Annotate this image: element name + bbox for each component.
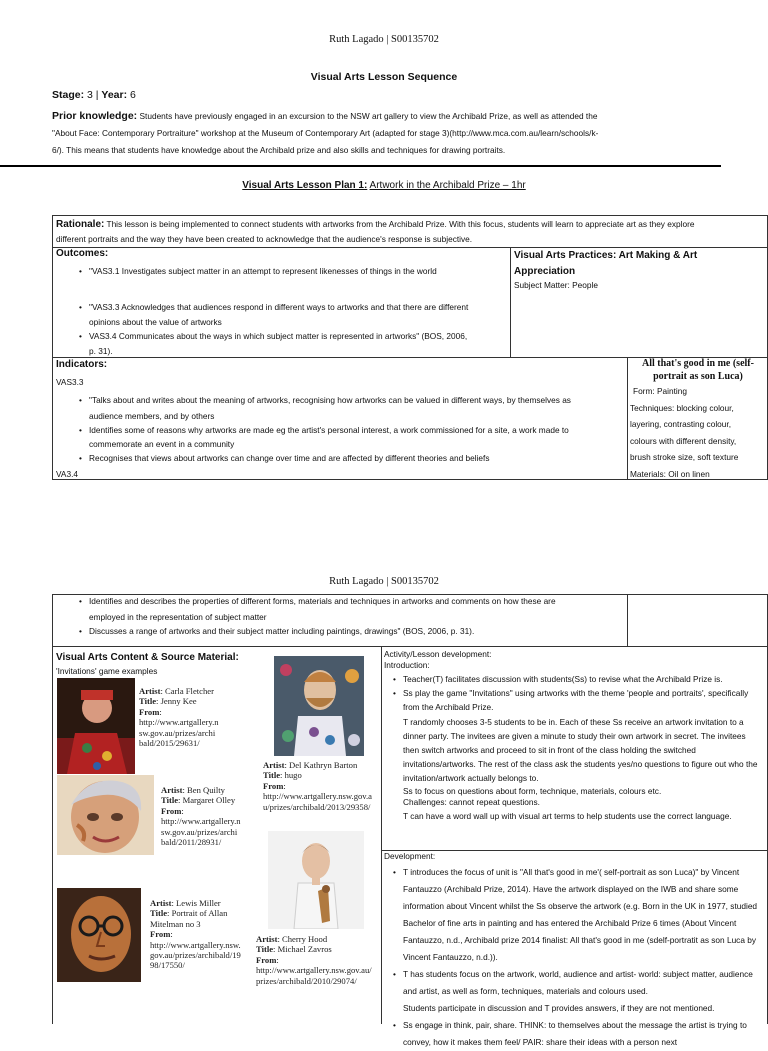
- stage-label: Stage:: [52, 89, 85, 101]
- caption-url[interactable]: http://www.artgallery.nsw.gov.au/prizes/archibald/2013/29358/: [263, 791, 372, 812]
- year-value: 6: [130, 89, 136, 101]
- caption-title: : Portrait of Allan Mitelman no 3: [150, 908, 228, 929]
- artwork-image-jenny-kee: [57, 678, 135, 774]
- table-rule: [381, 850, 768, 851]
- caption-label: From: [263, 780, 284, 791]
- indicator-item-cont: employed in the representation of subject matter: [89, 611, 267, 622]
- table-rule: [381, 646, 382, 1024]
- page1-author-header: Ruth Lagado | S00135702: [329, 34, 439, 45]
- artwork-detail: brush stroke size, soft texture: [630, 452, 739, 462]
- indicator-item: • "Talks about and writes about the meaning of artworks, recognising how artworks can be valued in different ways, by themselves as: [76, 394, 624, 408]
- artwork-details: [630, 383, 766, 482]
- artwork-caption: Artist: Lewis Miller Title: Portrait of Allan Mitelman no 3 From: http://www.artgallery.nsw.gov.au/prizes/archibald/1998/17550/: [150, 898, 244, 971]
- indicator-item-cont: commemorate an event in a community: [89, 439, 235, 449]
- content-title: Visual Arts Content & Source Material:: [56, 652, 239, 663]
- outcome-item: • VAS3.4 Communicates about the ways in which subject matter is represented in artworks" (BOS, 2006,: [76, 330, 506, 344]
- outcome-item-cont: p. 31).: [89, 345, 113, 356]
- caption-artist: : Carla Fletcher: [160, 686, 214, 696]
- artwork-detail: Techniques: blocking colour,: [630, 402, 734, 413]
- prior-knowledge-label: Prior knowledge:: [52, 110, 138, 122]
- prior-knowledge: [52, 108, 732, 159]
- caption-label: Title: [150, 908, 168, 919]
- rationale-label: Rationale:: [56, 219, 105, 230]
- artwork-detail: layering, contrasting colour,: [630, 419, 732, 429]
- rationale-line-2: different portraits and the way they have been created to acknowledge that the audience's response is subjective.: [56, 233, 473, 244]
- table-rule: [52, 646, 768, 647]
- content-subtitle: 'Invitations' game examples: [56, 666, 158, 676]
- activity-title: Activity/Lesson development:: [384, 649, 492, 659]
- practices-title-line: Visual Arts Practices: Art Making & Art: [514, 250, 698, 261]
- intro-line: T can have a word wall up with visual art terms to help students use the correct language.: [403, 810, 732, 821]
- artwork-title-line: All that's good in me (self-: [642, 358, 754, 369]
- vas33-label: VAS3.3: [56, 377, 84, 387]
- outcome-item: • "VAS3.1 Investigates subject matter in an attempt to represent likenesses of things in the world: [76, 265, 506, 279]
- dev-bullet: • Ss engage in think, pair, share. THINK: to themselves about the message the artist is trying to convey, how it makes them feel/ PAIR: share their ideas with a person next: [390, 1017, 764, 1051]
- dev-bullet: • T has students focus on the artwork, world, audience and artist- world: subject matter, audience and artist, as well as form, techniques, materials and colours used.: [390, 966, 764, 1000]
- va34-label: VA3.4: [56, 469, 78, 479]
- indicator-item: • Discusses a range of artworks and their subject matter including paintings, drawings" (BOS, 2006, p. 31).: [76, 625, 624, 639]
- lesson-plan-title: Artwork in the Archibald Prize – 1hr: [369, 180, 526, 191]
- caption-label: Artist: [263, 760, 285, 770]
- artwork-caption: Artist: Ben Quilty Title: Margaret Olley From: http://www.artgallery.nsw.gov.au/prizes/archibald/2011/28931/: [161, 785, 241, 848]
- prior-line-1: Students have previously engaged in an excursion to the NSW art gallery to view the Archibald Prize, as well as attended the: [139, 111, 598, 121]
- artwork-image-margaret-olley: [57, 775, 154, 855]
- development-body: [390, 864, 764, 1051]
- lesson-plan-heading: [0, 180, 768, 191]
- caption-url[interactable]: http://www.artgallery.nsw.gov.au/prizes/archibald/2015/29631/: [139, 717, 219, 749]
- artwork-image-michael-zavros: [268, 831, 364, 929]
- document-title: Visual Arts Lesson Sequence: [310, 71, 458, 83]
- artwork-detail: colours with different density,: [630, 435, 737, 446]
- artwork-title-line: portrait as son Luca): [653, 371, 743, 382]
- artwork-title: [628, 357, 768, 383]
- caption-label: Title: [161, 795, 179, 806]
- practices-title-line: Appreciation: [514, 266, 576, 277]
- caption-label: Artist: [150, 898, 172, 908]
- indicator-item: • Identifies and describes the properties of different forms, materials and techniques in artworks and comments on how these are: [76, 595, 624, 609]
- stage-value: 3 |: [87, 89, 99, 101]
- caption-label: Title: [256, 944, 274, 955]
- intro-bullet: • Teacher(T) facilitates discussion with students(Ss) to revise what the Archibald Prize is.: [390, 672, 764, 686]
- activity-header: [384, 649, 764, 671]
- page2-author-header: Ruth Lagado | S00135702: [329, 576, 439, 587]
- caption-label: Title: [263, 770, 281, 781]
- caption-label: From: [256, 954, 277, 965]
- indicator-item: • Recognises that views about artworks can change over time and are affected by different theories and beliefs: [76, 452, 624, 466]
- rationale-line-1: This lesson is being implemented to connect students with artworks from the Archibald Prize. With this focus, students will learn to appreciate art as they explore: [106, 219, 695, 229]
- caption-label: From: [139, 706, 160, 717]
- caption-url[interactable]: http://www.artgallery.nsw.gov.au/prizes/archibald/2011/28931/: [161, 816, 241, 848]
- table-rule: [510, 247, 511, 357]
- intro-line: Challenges: cannot repeat questions.: [403, 797, 540, 808]
- indicators-label: Indicators:: [56, 359, 108, 370]
- section-divider: [0, 165, 721, 167]
- outcomes-label: Outcomes:: [56, 248, 109, 259]
- caption-label: From: [161, 805, 182, 816]
- caption-title: : hugo: [280, 770, 302, 781]
- artwork-detail: Form: Painting: [633, 386, 687, 396]
- caption-artist: : Lewis Miller: [171, 898, 221, 908]
- artwork-image-allan-mitelman: [57, 888, 141, 982]
- caption-url[interactable]: http://www.artgallery.nsw.gov.au/prizes/archibald/1998/17550/: [150, 939, 241, 971]
- caption-artist: : Cherry Hood: [277, 934, 328, 944]
- lesson-plan-label: Visual Arts Lesson Plan 1:: [242, 180, 368, 191]
- practices-title: [514, 248, 697, 280]
- intro-bullet: • Ss play the game "Invitations" using artworks with the theme 'people and portraits', specifically from the Archibald Prize.: [390, 686, 764, 714]
- caption-label: Artist: [256, 934, 278, 944]
- indicators-list: [76, 394, 624, 466]
- introduction-label: Introduction:: [384, 660, 430, 670]
- artwork-detail: Materials: Oil on linen: [630, 468, 710, 479]
- caption-artist: : Del Kathryn Barton: [284, 760, 358, 770]
- prior-line-3: 6/). This means that students have knowledge about the Archibald prize and also skills and techniques for drawing portraits.: [52, 145, 506, 155]
- caption-label: Artist: [139, 686, 161, 696]
- year-label: Year:: [101, 89, 128, 101]
- subject-matter: Subject Matter: People: [514, 280, 598, 290]
- rationale: [56, 218, 764, 246]
- intro-line: Ss to focus on questions about form, technique, materials, colours etc.: [403, 785, 662, 796]
- introduction-body: [390, 672, 764, 823]
- dev-note: Students participate in discussion and T provides answers, if they are not mentioned.: [403, 1003, 715, 1013]
- artwork-image-hugo: [274, 656, 364, 756]
- caption-artist: : Ben Quilty: [182, 785, 225, 795]
- outcome-item: • "VAS3.3 Acknowledges that audiences respond in different ways to artworks and that there are different: [76, 301, 506, 315]
- caption-label: Title: [139, 696, 157, 707]
- prior-line-2: "About Face: Contemporary Portraiture" workshop at the Museum of Contemporary Art (adapted for stage 3)(http://www.mca.com.au/learn/schools/k-: [52, 128, 599, 138]
- caption-title: : Margaret Olley: [178, 795, 236, 806]
- continued-indicators: [76, 595, 624, 638]
- caption-url[interactable]: http://www.artgallery.nsw.gov.au/prizes/archibald/2010/29074/: [256, 965, 372, 986]
- indicator-item-cont: audience members, and by others: [89, 410, 215, 421]
- outcome-item-cont: opinions about the value of artworks: [89, 317, 222, 327]
- indicator-item: • Identifies some of reasons why artworks are made eg the artist's personal interest, a work commissioned for a site, a work made to: [76, 424, 624, 438]
- artwork-caption: Artist: Carla Fletcher Title: Jenny Kee From: http://www.artgallery.nsw.gov.au/prizes/archibald/2015/29631/: [139, 686, 219, 749]
- artwork-caption: Artist: Cherry Hood Title: Michael Zavros From: http://www.artgallery.nsw.gov.au/prizes/archibald/2010/29074/: [256, 934, 374, 986]
- development-label: Development:: [384, 851, 436, 861]
- table-rule: [627, 594, 628, 646]
- intro-paragraph: T randomly chooses 3-5 students to be in. Each of these Ss receive an artwork invitation to a dinner party. The invitees are given a minute to study their own artwork in secret. The invitees then switch artworks and proceed to sit in front of the class holding the switched invitations/artworks. The rest of the class ask the students yes/no questions to figure out who the invitation/artwork actually belongs to.: [403, 716, 758, 784]
- outcomes-list: [76, 265, 506, 358]
- dev-bullet: • T introduces the focus of unit is "All that's good in me'( self-portrait as son Luca)" by Vincent Fantauzzo (Archibald Prize, 2014). Have the artwork displayed on the IWB and share some information about Vincent whilst the Ss observe the artwork (e.g. Born in the UK in 1977, studied Bachelor of fine arts in painting and has entered the Archibald Prize 6 times (About Vincent Fantauzzo, n.d., Archibald prize 2014 finalist: All that's good in me (sdelf-portratit as son Luca by Vincent Fantauzzo, n.d.)).: [390, 864, 764, 966]
- caption-title: : Jenny Kee: [156, 696, 197, 707]
- stage-year-line: [52, 89, 136, 101]
- caption-label: Artist: [161, 785, 183, 795]
- caption-title: : Michael Zavros: [273, 944, 332, 955]
- caption-label: From: [150, 929, 171, 940]
- artwork-caption: Artist: Del Kathryn Barton Title: hugo From: http://www.artgallery.nsw.gov.au/prizes/archibald/2013/29358/: [263, 760, 375, 812]
